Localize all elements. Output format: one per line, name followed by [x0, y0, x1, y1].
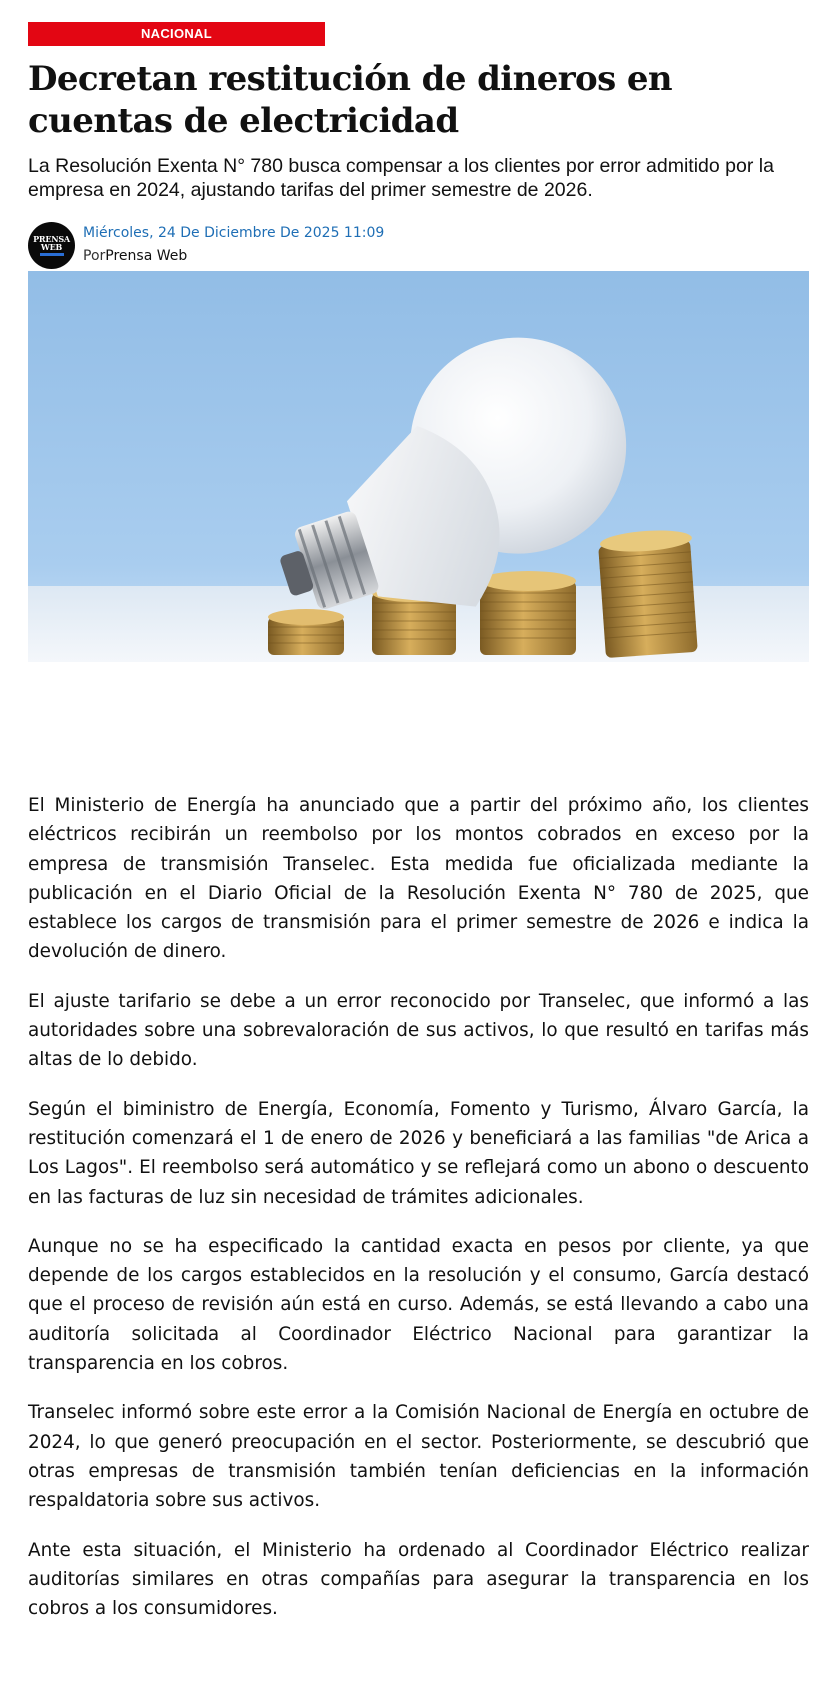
- publish-date: Miércoles, 24 De Diciembre De 2025 11:09: [83, 225, 385, 241]
- category-badge[interactable]: NACIONAL: [28, 22, 325, 46]
- hero-image: [28, 271, 809, 662]
- article-subtitle: La Resolución Exenta N° 780 busca compensar a los clientes por error admitido por la empresa en 2024, ajustando tarifas del primer semestre de 2026.: [28, 155, 774, 201]
- author-prefix: Por: [83, 248, 106, 264]
- coin-stack-3: [480, 571, 576, 655]
- avatar-bar: [40, 253, 64, 256]
- body-paragraph: Ante esta situación, el Ministerio ha ordenado al Coordinador Eléctrico realizar auditorías similares en otras compañías para asegurar la transparencia en los cobros a los consumidores.: [28, 1539, 809, 1620]
- coin-stack-1: [268, 609, 344, 655]
- author-avatar[interactable]: [28, 222, 75, 269]
- avatar-text-1: PRENSA: [33, 234, 70, 244]
- avatar-text-2: WEB: [40, 242, 63, 252]
- body-paragraph: El ajuste tarifario se debe a un error reconocido por Transelec, que informó a las autoridades sobre una sobrevaloración de sus activos, lo que resultó en tarifas más altas de lo debido.: [28, 990, 809, 1071]
- author-name-link[interactable]: Prensa Web: [105, 248, 188, 264]
- body-paragraph: Aunque no se ha especificado la cantidad exacta en pesos por cliente, ya que depende de los cargos establecidos en la resolución y el consumo, García destacó que el proceso de revisión aún está en curso. Además, se está llevando a cabo una auditoría solicitada al Coordinador Eléctrico Nacional para garantizar la transparencia en los cobros.: [28, 1235, 809, 1375]
- author-line: [83, 247, 187, 265]
- article-title: Decretan restitución de dineros en cuentas de electricidad: [28, 59, 673, 141]
- light-bulb-coins-illustration: [28, 271, 809, 662]
- coin-stack-4: [598, 528, 698, 658]
- body-paragraph: Según el biministro de Energía, Economía, Fomento y Turismo, Álvaro García, la restitución comenzará el 1 de enero de 2026 y beneficiará a las familias "de Arica a Los Lagos". El reembolso será automático y se reflejará como un abono o descuento en las facturas de luz sin necesidad de trámites adicionales.: [28, 1098, 809, 1208]
- body-paragraph: El Ministerio de Energía ha anunciado que a partir del próximo año, los clientes eléctricos recibirán un reembolso por los montos cobrados en exceso por la empresa de transmisión Transelec. Esta medida fue oficializada mediante la publicación en el Diario Oficial de la Resolución Exenta N° 780 de 2025, que establece los cargos de transmisión para el primer semestre de 2026 e indica la devolución de dinero.: [28, 795, 809, 963]
- article-body: [28, 791, 809, 1643]
- body-paragraph: Transelec informó sobre este error a la Comisión Nacional de Energía en octubre de 2024, lo que generó preocupación en el sector. Posteriormente, se descubrió que otras empresas de transmisión también tenían deficiencias en la información respaldatoria sobre sus activos.: [28, 1402, 809, 1512]
- byline: [28, 222, 428, 270]
